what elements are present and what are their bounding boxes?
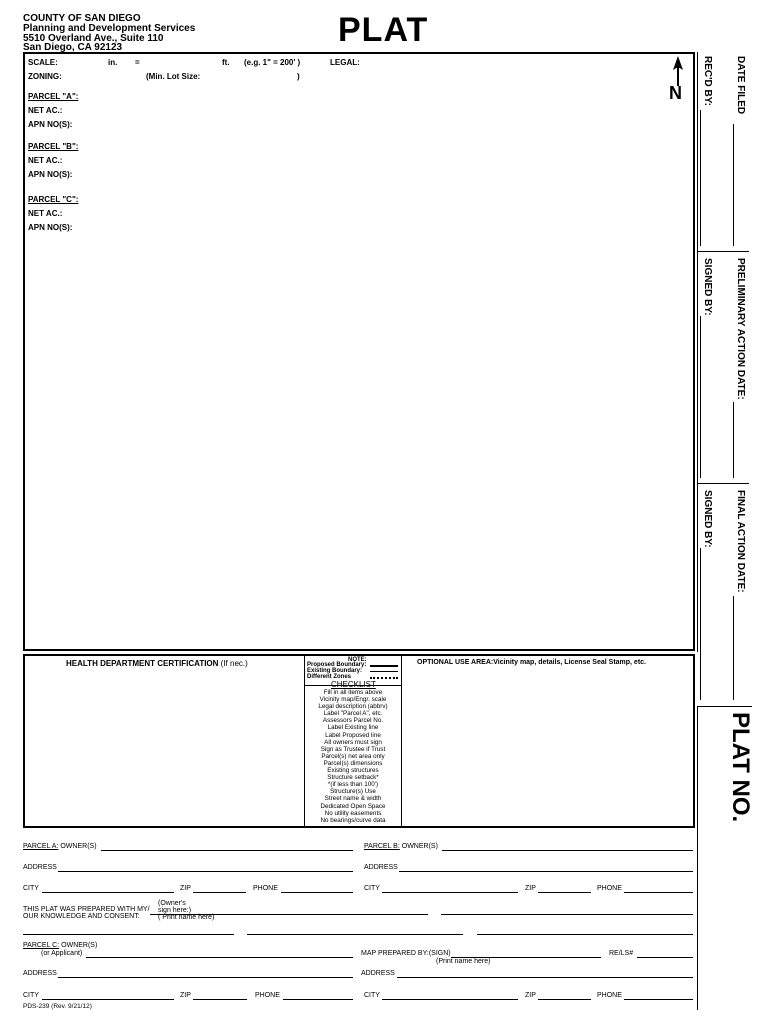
plat-drawing-area[interactable]: [23, 52, 695, 651]
recd-by-label: REC'D BY:: [702, 56, 713, 106]
health-dept-cert-text: HEALTH DEPARTMENT CERTIFICATION: [66, 659, 219, 668]
checklist-item: All owners must sign: [324, 738, 382, 746]
parcel-b-city-field[interactable]: [382, 892, 518, 893]
parcel-b-zip-field[interactable]: [538, 892, 591, 893]
parcel-c-footer-title: PARCEL C:: [23, 942, 60, 949]
checklist-item: Legal description (abbrv): [318, 703, 388, 711]
health-if-nec: (If nec.): [220, 659, 248, 668]
form-id: PDS-239 (Rev. 9/21/12): [23, 1003, 92, 1010]
preparer-phone-field[interactable]: [624, 999, 693, 1000]
parcel-b-phone-field[interactable]: [624, 892, 693, 893]
parcel-c-owners-text: OWNER(S): [61, 942, 98, 949]
prelim-date-line: [733, 402, 734, 478]
checklist-item: Structure(s) Use: [330, 788, 376, 796]
checklist-item: Assessors Parcel No.: [322, 717, 384, 725]
different-zones-line: [370, 677, 398, 679]
health-dept-cert-label: [66, 659, 248, 668]
county-name: COUNTY OF SAN DIEGO: [23, 13, 141, 24]
parcel-c-zip-field[interactable]: [193, 999, 247, 1000]
parcel-b-zip-label: ZIP: [525, 885, 536, 892]
optional-use-area-label: OPTIONAL USE AREA:Vicinity map, details, License Seal Stamp, etc.: [417, 659, 646, 666]
checklist-item: Fill in all items above: [323, 689, 383, 696]
parcel-c-address-field[interactable]: [58, 977, 353, 978]
parcel-c-owners-label: [23, 942, 97, 949]
checklist-item: Vicinity map/Engr. scale: [319, 696, 387, 704]
plat-no-label: PLAT NO.: [727, 712, 754, 823]
parcel-c-city-label: CITY: [23, 992, 39, 999]
plat-no-top-border: [697, 706, 752, 707]
owners-sign-here-1: (Owner's: [158, 900, 186, 907]
preparer-phone-label: PHONE: [597, 992, 622, 999]
existing-boundary-line: [370, 671, 398, 672]
parcel-a-phone-label: PHONE: [253, 885, 278, 892]
note-zones: Different Zones: [307, 674, 352, 680]
parcel-c-phone-label: PHONE: [255, 992, 280, 999]
min-lot-close: ): [297, 72, 300, 81]
parcel-a-title: PARCEL "A":: [28, 92, 79, 101]
parcel-c-owners-field[interactable]: [86, 957, 353, 958]
department-name: Planning and Development Services: [23, 23, 196, 34]
parcel-a-zip-label: ZIP: [180, 885, 191, 892]
owner-signature-field-3[interactable]: [23, 934, 234, 935]
parcel-a-net: NET AC.:: [28, 106, 63, 115]
parcel-a-owners-text: OWNER(S): [60, 843, 97, 850]
scale-example: (e.g. 1" = 200' ): [244, 58, 301, 67]
map-prepared-label: MAP PREPARED BY:(SIGN): [361, 950, 451, 957]
zoning-label: ZONING:: [28, 72, 62, 81]
signed-by-2-label: SIGNED BY:: [702, 490, 713, 548]
parcel-b-phone-label: PHONE: [597, 885, 622, 892]
north-label: N: [669, 83, 682, 103]
owner-signature-field-5[interactable]: [477, 934, 693, 935]
preparer-address-field[interactable]: [397, 977, 693, 978]
map-prepared-print-name-hint: (Print name here): [436, 958, 491, 965]
note-proposed: Proposed Boundary:: [307, 662, 367, 668]
parcel-a-address-label: ADDRESS: [23, 864, 57, 871]
recd-by-line: [700, 110, 701, 246]
checklist-item: Street name & width: [324, 795, 382, 803]
checklist-item: No bearings/curve data: [320, 816, 386, 824]
signed-by-1-line: [700, 316, 701, 478]
checklist-item: Dedicated Open Space: [320, 802, 386, 810]
scale-ft-label: ft.: [222, 58, 230, 67]
checklist-item: *(if less than 100'): [327, 781, 379, 789]
side-divider-2: [697, 483, 749, 484]
checklist-item: Sign as Trustee if Trust: [320, 745, 386, 753]
or-applicant-label: (or Applicant): [41, 950, 83, 957]
legal-label: LEGAL:: [330, 58, 360, 67]
note-title: NOTE:: [348, 657, 367, 663]
parcel-a-address-field[interactable]: [58, 871, 353, 872]
parcel-b-owners-text: OWNER(S): [401, 843, 438, 850]
parcel-a-zip-field[interactable]: [193, 892, 246, 893]
rels-label: RE/LS#: [609, 950, 634, 957]
prepared-consent-line-1: THIS PLAT WAS PREPARED WITH MY/: [23, 906, 150, 913]
checklist-item: Structure setback*: [327, 774, 379, 782]
parcel-b-city-label: CITY: [364, 885, 380, 892]
parcel-a-city-label: CITY: [23, 885, 39, 892]
parcel-a-footer-title: PARCEL A:: [23, 843, 59, 850]
parcel-b-owners-field[interactable]: [442, 850, 693, 851]
checklist-item: No utility easements: [324, 809, 382, 817]
preparer-city-label: CITY: [364, 992, 380, 999]
parcel-b-footer-title: PARCEL B:: [364, 843, 400, 850]
preparer-city-field[interactable]: [382, 999, 518, 1000]
signed-by-2-line: [700, 548, 701, 700]
owners-sign-here-2: sign here:): [158, 907, 192, 914]
proposed-boundary-line: [370, 665, 398, 667]
preliminary-action-date-label: PRELIMINARY ACTION DATE:: [735, 258, 746, 400]
parcel-c-apn: APN NO(S):: [28, 223, 73, 232]
preparer-zip-label: ZIP: [525, 992, 536, 999]
parcel-b-owners-label: [364, 843, 438, 850]
north-arrow-icon: [668, 56, 688, 86]
parcel-c-title: PARCEL "C":: [28, 195, 79, 204]
checklist-item: Label Existing line: [327, 724, 379, 732]
min-lot-size-label: (Min. Lot Size:: [146, 72, 201, 81]
date-filed-line: [733, 124, 734, 246]
parcel-c-zip-label: ZIP: [180, 992, 191, 999]
scale-label: SCALE:: [28, 58, 58, 67]
owner-print-name-hint: ( Print name here): [158, 914, 215, 921]
parcel-c-address-label: ADDRESS: [23, 970, 57, 977]
scale-equals: =: [135, 58, 140, 67]
parcel-c-net: NET AC.:: [28, 209, 63, 218]
checklist-item: Parcel(s) dimensions: [323, 759, 383, 767]
preparer-zip-field[interactable]: [538, 999, 591, 1000]
plat-no-line: [697, 706, 698, 1010]
parcel-b-net: NET AC.:: [28, 156, 63, 165]
parcel-b-apn: APN NO(S):: [28, 170, 73, 179]
rels-field[interactable]: [637, 957, 693, 958]
parcel-c-phone-field[interactable]: [283, 999, 353, 1000]
signed-by-1-label: SIGNED BY:: [702, 258, 713, 316]
owner-signature-field-4[interactable]: [247, 934, 463, 935]
department-city: San Diego, CA 92123: [23, 42, 123, 53]
side-divider-1: [697, 251, 749, 252]
scale-in-label: in.: [108, 58, 118, 67]
side-strip-divider: [697, 52, 698, 652]
checklist: [305, 689, 401, 824]
department-street: 5510 Overland Ave., Suite 110: [23, 33, 164, 44]
checklist-item: Label Proposed line: [325, 731, 381, 739]
final-action-date-label: FINAL ACTION DATE:: [735, 490, 746, 593]
parcel-a-owners-field[interactable]: [101, 850, 353, 851]
parcel-b-address-label: ADDRESS: [364, 864, 398, 871]
parcel-a-city-field[interactable]: [42, 892, 174, 893]
checklist-item: Parcel(s) net area only: [321, 752, 385, 760]
prepared-consent-line-2: OUR KNOWLEDGE AND CONSENT:: [23, 913, 140, 920]
checklist-item: Existing structures: [327, 767, 379, 775]
parcel-a-apn: APN NO(S):: [28, 120, 73, 129]
parcel-b-address-field[interactable]: [399, 871, 693, 872]
note-existing: Existing Boundary:: [307, 668, 363, 674]
parcel-a-owners-label: [23, 843, 97, 850]
parcel-a-phone-field[interactable]: [281, 892, 353, 893]
preparer-address-label: ADDRESS: [361, 970, 395, 977]
parcel-b-title: PARCEL "B":: [28, 142, 79, 151]
date-filed-label: DATE FILED: [735, 56, 746, 115]
owner-signature-field-2[interactable]: [441, 914, 693, 915]
lower-divider-right: [401, 654, 402, 826]
page-title: PLAT: [338, 11, 429, 49]
parcel-c-city-field[interactable]: [42, 999, 174, 1000]
final-date-line: [733, 596, 734, 700]
checklist-item: Label "Parcel A", etc.: [323, 710, 383, 718]
checklist-title: CHECKLIST: [331, 680, 376, 689]
